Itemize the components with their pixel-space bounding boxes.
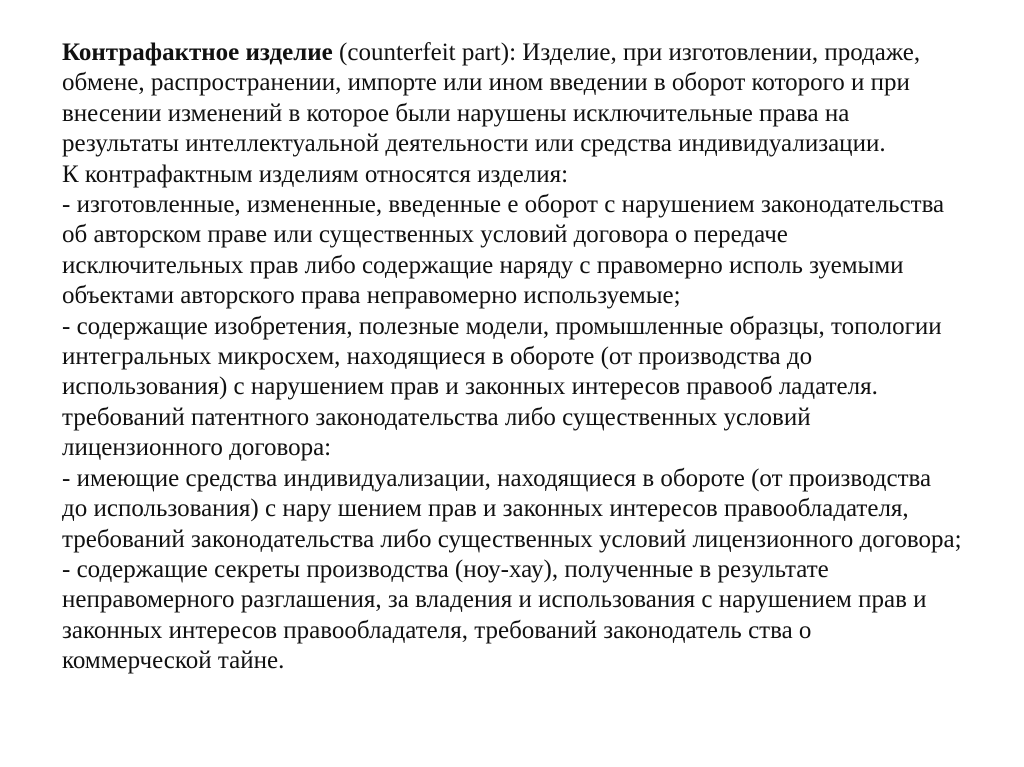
definition-line-3: внесении изменений в которое были нарушены исключительные права на xyxy=(62,99,850,127)
list-item-line: неправомерного разглашения, за владения и использования с нарушением прав и xyxy=(62,586,927,614)
list-item-line: объектами авторского права неправомерно используемые; xyxy=(62,282,681,310)
defined-term: Контрафактное изделие xyxy=(62,39,333,66)
list-item-line: исключительных прав либо содержащие наряду с правомерно исполь зуемыми xyxy=(62,251,904,279)
list-item-4 xyxy=(62,555,982,677)
list-item-line: - изготовленные, измененные, введенные е оборот с нарушением законодательства xyxy=(62,191,945,219)
list-intro: К контрафактным изделиям относятся изделия: xyxy=(62,160,569,188)
list-item-1 xyxy=(62,190,982,312)
list-item-line: - имеющие средства индивидуализации, находящиеся в обороте (от производства xyxy=(62,464,932,492)
list-item-line: интегральных микросхем, находящиеся в обороте (от производства до xyxy=(62,343,813,371)
list-item-line: требований патентного законодательства либо существенных условий xyxy=(62,403,811,431)
list-item-line: коммерческой тайне. xyxy=(62,647,285,675)
list-item-2 xyxy=(62,312,982,464)
list-item-line: требований законодательства либо существенных условий лицензионного договора; xyxy=(62,525,962,553)
list-item-3 xyxy=(62,464,982,555)
list-item-line: об авторском праве или существенных условий договора о передаче xyxy=(62,221,788,249)
slide-text-block xyxy=(62,38,982,677)
definition-line-4: результаты интеллектуальной деятельности или средства индивидуализации. xyxy=(62,130,886,158)
list-item-line: законных интересов правообладателя, требований законодатель ства о xyxy=(62,616,812,644)
list-item-line: - содержащие изобретения, полезные модели, промышленные образцы, топологии xyxy=(62,312,942,340)
definition-line-1 xyxy=(62,38,982,68)
list-item-line: - содержащие секреты производства (ноу-хау), полученные в результате xyxy=(62,555,829,583)
definition-line-2: обмене, распространении, импорте или ином введении в оборот которого и при xyxy=(62,69,910,97)
list-item-line: использования) с нарушением прав и законных интересов правооб ладателя. xyxy=(62,373,878,401)
definition-line-1-rest: (counterfeit part): Изделие, при изготовлении, продаже, xyxy=(332,39,921,66)
list-item-line: лицензионного договора: xyxy=(62,434,332,462)
list-item-line: до использования) с нару шением прав и законных интересов правообладателя, xyxy=(62,495,909,523)
